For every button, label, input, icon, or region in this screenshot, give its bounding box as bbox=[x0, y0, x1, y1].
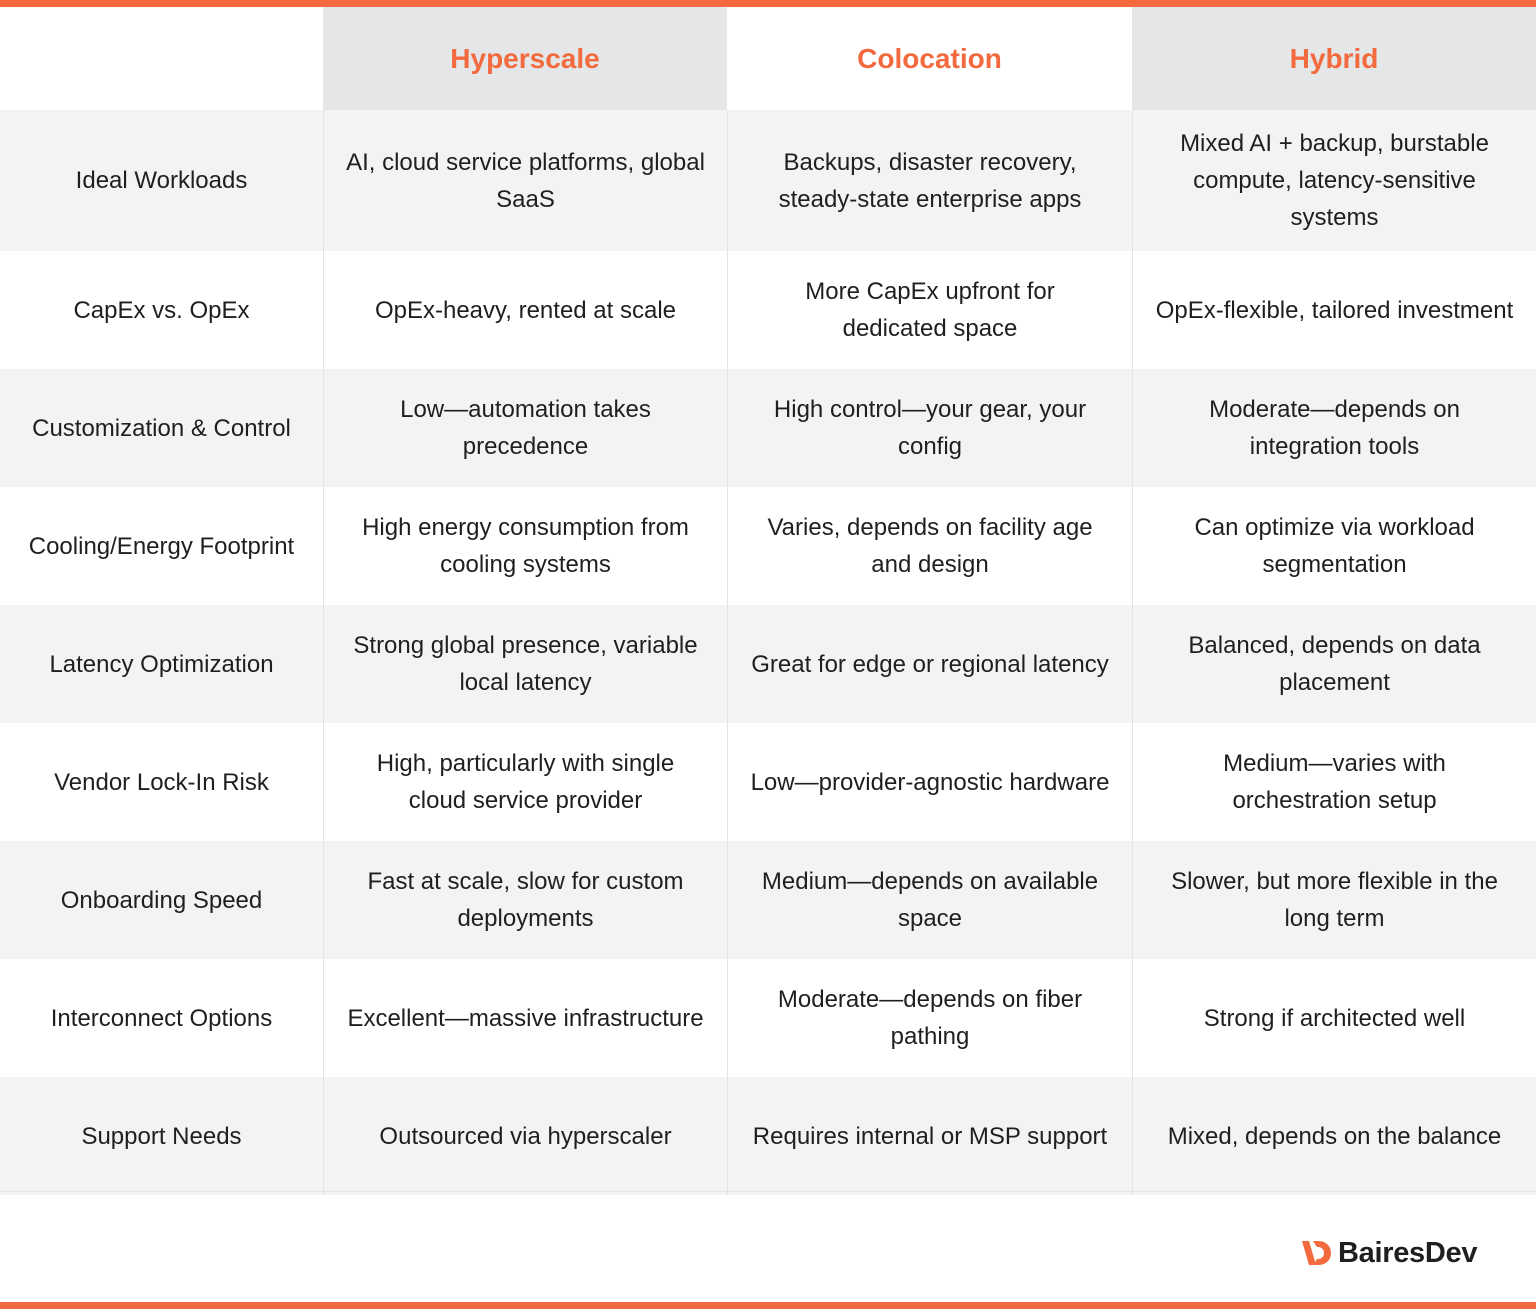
cell-hyperscale: OpEx-heavy, rented at scale bbox=[323, 251, 727, 369]
column-header-colocation: Colocation bbox=[727, 7, 1132, 110]
cell-colocation: Backups, disaster recovery, steady-state enterprise apps bbox=[727, 110, 1132, 251]
cell-hyperscale: High, particularly with single cloud service provider bbox=[323, 723, 727, 841]
top-accent-bar bbox=[0, 0, 1536, 7]
cell-colocation: Great for edge or regional latency bbox=[727, 605, 1132, 723]
cell-hybrid: Mixed AI + backup, burstable compute, latency-sensitive systems bbox=[1132, 110, 1536, 251]
column-header-hyperscale: Hyperscale bbox=[323, 7, 727, 110]
row-label: Onboarding Speed bbox=[0, 841, 323, 959]
cell-hybrid: Mixed, depends on the balance bbox=[1132, 1077, 1536, 1195]
cell-hybrid: Balanced, depends on data placement bbox=[1132, 605, 1536, 723]
brand-logo bbox=[1300, 1236, 1477, 1270]
cell-colocation: Low—provider-agnostic hardware bbox=[727, 723, 1132, 841]
cell-colocation: Medium—depends on available space bbox=[727, 841, 1132, 959]
cell-hyperscale: Low—automation takes precedence bbox=[323, 369, 727, 487]
table-bottom-divider bbox=[0, 1191, 1536, 1192]
cell-hybrid: Slower, but more flexible in the long term bbox=[1132, 841, 1536, 959]
row-label: Support Needs bbox=[0, 1077, 323, 1195]
cell-hyperscale: High energy consumption from cooling systems bbox=[323, 487, 727, 605]
cell-hyperscale: Outsourced via hyperscaler bbox=[323, 1077, 727, 1195]
bottom-accent-bar bbox=[0, 1302, 1536, 1309]
brand-name: BairesDev bbox=[1338, 1236, 1478, 1269]
row-label: Customization & Control bbox=[0, 369, 323, 487]
column-header-hybrid: Hybrid bbox=[1132, 7, 1536, 110]
row-label: Cooling/Energy Footprint bbox=[0, 487, 323, 605]
row-label: Latency Optimization bbox=[0, 605, 323, 723]
cell-hyperscale: AI, cloud service platforms, global SaaS bbox=[323, 110, 727, 251]
row-label: Interconnect Options bbox=[0, 959, 323, 1077]
cell-hyperscale: Excellent—massive infrastructure bbox=[323, 959, 727, 1077]
cell-colocation: Moderate—depends on fiber pathing bbox=[727, 959, 1132, 1077]
cell-hybrid: Can optimize via workload segmentation bbox=[1132, 487, 1536, 605]
row-label: Ideal Workloads bbox=[0, 110, 323, 251]
cell-hybrid: Strong if architected well bbox=[1132, 959, 1536, 1077]
cell-hybrid: Moderate—depends on integration tools bbox=[1132, 369, 1536, 487]
row-label: Vendor Lock-In Risk bbox=[0, 723, 323, 841]
cell-colocation: More CapEx upfront for dedicated space bbox=[727, 251, 1132, 369]
header-corner bbox=[0, 7, 323, 110]
cell-hybrid: OpEx-flexible, tailored investment bbox=[1132, 251, 1536, 369]
cell-colocation: High control—your gear, your config bbox=[727, 369, 1132, 487]
cell-colocation: Requires internal or MSP support bbox=[727, 1077, 1132, 1195]
comparison-table bbox=[0, 7, 1536, 1195]
row-label: CapEx vs. OpEx bbox=[0, 251, 323, 369]
cell-hyperscale: Strong global presence, variable local latency bbox=[323, 605, 727, 723]
cell-colocation: Varies, depends on facility age and design bbox=[727, 487, 1132, 605]
bairesdev-logo-icon bbox=[1300, 1238, 1332, 1268]
cell-hybrid: Medium—varies with orchestration setup bbox=[1132, 723, 1536, 841]
cell-hyperscale: Fast at scale, slow for custom deployments bbox=[323, 841, 727, 959]
